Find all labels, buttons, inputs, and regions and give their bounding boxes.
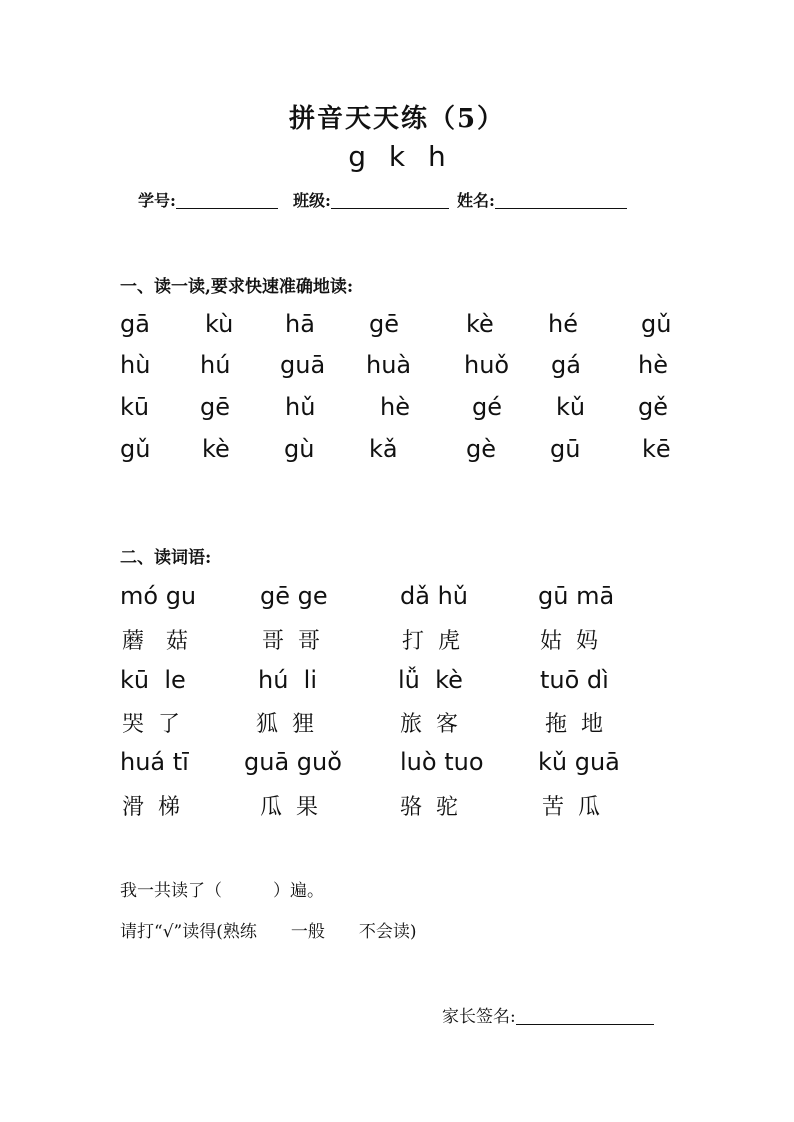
word-pinyin: guā guǒ <box>244 748 342 776</box>
word-hanzi: 姑妈 <box>540 629 613 654</box>
syllable: kè <box>466 310 494 338</box>
syllable: hǔ <box>285 393 316 421</box>
read-count-line: 我一共读了（ ）遍。 <box>120 881 324 901</box>
word-hanzi: 苦瓜 <box>542 795 615 820</box>
page-title: 拼音天天练（5） <box>288 104 506 134</box>
syllable: guā <box>280 351 326 379</box>
syllable: gē <box>200 393 230 421</box>
syllable: hú <box>200 351 231 379</box>
section1-heading: 一、读一读,要求快速准确地读: <box>120 277 354 297</box>
word-pinyin: tuō dì <box>540 666 609 694</box>
syllable: huǒ <box>464 351 510 379</box>
word-pinyin: dǎ hǔ <box>400 582 468 610</box>
word-hanzi: 哭了 <box>122 712 195 737</box>
word-pinyin: lǚ kè <box>398 666 463 694</box>
page-subtitle: g k h <box>348 140 446 173</box>
syllable: hé <box>548 310 578 338</box>
word-hanzi: 骆驼 <box>400 795 473 820</box>
name-label: 姓名: <box>457 191 495 210</box>
word-pinyin: hú li <box>258 666 318 694</box>
parent-signature-field <box>442 1002 654 1027</box>
word-hanzi: 旅客 <box>400 712 473 737</box>
name-field <box>457 188 627 211</box>
class-field <box>293 188 449 211</box>
syllable: hè <box>638 351 668 379</box>
parent-signature-blank[interactable] <box>516 1006 654 1025</box>
student-id-label: 学号: <box>138 191 176 210</box>
syllable: kǔ <box>556 393 586 421</box>
syllable: gé <box>472 393 502 421</box>
section2-heading: 二、读词语: <box>120 548 212 568</box>
class-blank[interactable] <box>331 191 449 209</box>
syllable: huà <box>366 351 412 379</box>
word-hanzi: 瓜果 <box>260 795 333 820</box>
word-pinyin: mó gu <box>120 582 197 610</box>
word-pinyin: gū mā <box>538 582 615 610</box>
self-assessment-line: 请打“√”读得(熟练 一般 不会读) <box>120 922 417 942</box>
word-pinyin: luò tuo <box>400 748 484 776</box>
name-blank[interactable] <box>495 191 627 209</box>
syllable: gè <box>466 435 496 463</box>
word-hanzi: 拖地 <box>545 712 618 737</box>
word-pinyin: gē ge <box>260 582 328 610</box>
word-hanzi: 哥哥 <box>262 629 335 654</box>
syllable: hè <box>380 393 410 421</box>
word-hanzi: 打虎 <box>402 629 475 654</box>
syllable: kū <box>120 393 150 421</box>
syllable: gù <box>284 435 315 463</box>
word-hanzi: 蘑菇 <box>122 629 211 654</box>
student-id-field <box>138 188 278 211</box>
parent-signature-label: 家长签名: <box>442 1007 516 1027</box>
word-pinyin: kū le <box>120 666 186 694</box>
syllable: gá <box>551 351 581 379</box>
syllable: hā <box>285 310 315 338</box>
syllable: gū <box>550 435 581 463</box>
syllable: gē <box>369 310 399 338</box>
syllable: gě <box>638 393 668 421</box>
syllable: gā <box>120 310 150 338</box>
syllable: kǎ <box>369 435 398 463</box>
syllable: kè <box>202 435 230 463</box>
class-label: 班级: <box>293 191 331 210</box>
syllable: hù <box>120 351 151 379</box>
word-hanzi: 狐狸 <box>256 712 329 737</box>
student-id-blank[interactable] <box>176 191 278 209</box>
syllable: gǔ <box>120 435 151 463</box>
word-hanzi: 滑梯 <box>122 795 195 820</box>
syllable: gǔ <box>641 310 672 338</box>
word-pinyin: huá tī <box>120 748 189 776</box>
syllable: kù <box>205 310 234 338</box>
syllable: kē <box>642 435 671 463</box>
word-pinyin: kǔ guā <box>538 748 620 776</box>
